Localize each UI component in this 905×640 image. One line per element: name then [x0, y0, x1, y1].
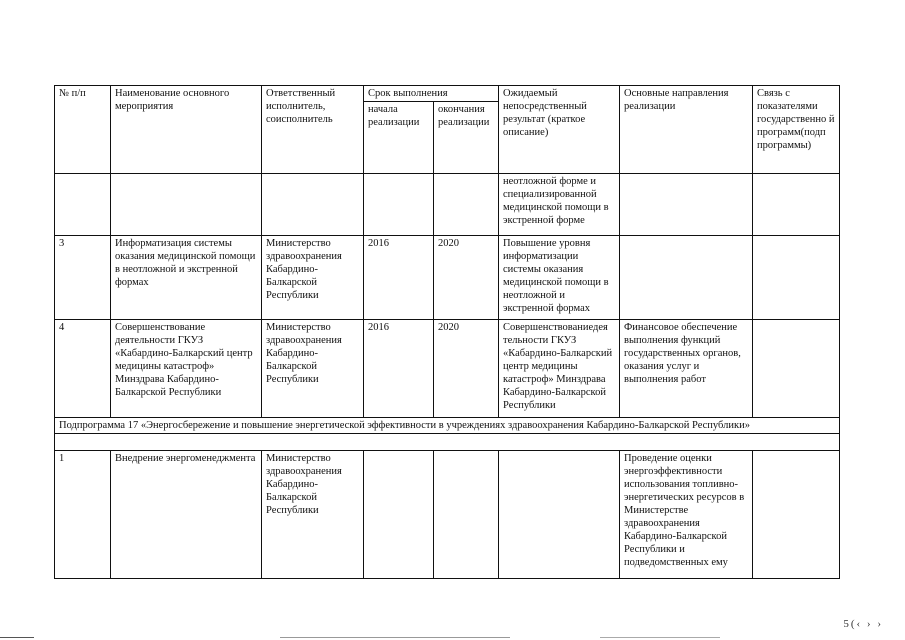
cell-responsible: Министерство здравоохранения Кабардино-Балкарской Республики: [262, 236, 364, 320]
cell-start: 2016: [364, 236, 434, 320]
header-name: Наименование основного мероприятия: [111, 86, 262, 174]
header-directions: Основные направления реализации: [620, 86, 753, 174]
header-start: начала реализации: [364, 102, 434, 174]
cell-link: [753, 451, 840, 579]
header-num: № п/п: [55, 86, 111, 174]
cell-start: [364, 451, 434, 579]
measures-table: [54, 85, 840, 579]
subprogram-title: Подпрограмма 17 «Энергосбережение и повышение энергетической эффективности в учреждениях здравоохранения Кабардино-Балкарской Республики»: [55, 418, 840, 434]
cell-result: Совершенствованиедея тельности ГКУЗ «Кабардино-Балкарский центр медицины катастроф» Минздрава Кабардино-Балкарской Республики: [499, 320, 620, 418]
header-end: окончания реализации: [434, 102, 499, 174]
cell-end: 2020: [434, 236, 499, 320]
header-responsible: Ответственный исполнитель, соисполнитель: [262, 86, 364, 174]
page-number-mark: 5(‹ › ›: [843, 618, 883, 630]
cell-result: неотложной форме и специализированной медицинской помощи в экстренной форме: [499, 174, 620, 236]
cell-directions: Проведение оценки энергоэффективности использования топливно-энергетических ресурсов в Министерстве здравоохранения Кабардино-Балкарской Республики и подведомственных ему: [620, 451, 753, 579]
cell-start: [364, 174, 434, 236]
cell-directions: Финансовое обеспечение выполнения функций государственных органов, оказания услуг и выполнения работ: [620, 320, 753, 418]
header-link: Связь с показателями государственно й программ(подп программы): [753, 86, 840, 174]
cell-end: 2020: [434, 320, 499, 418]
header-row: [55, 86, 840, 102]
cell-start: 2016: [364, 320, 434, 418]
cell-num: 4: [55, 320, 111, 418]
cell-num: 1: [55, 451, 111, 579]
cell-directions: [620, 236, 753, 320]
spacer-cell: [55, 434, 840, 451]
cell-num: 3: [55, 236, 111, 320]
header-term: Срок выполнения: [364, 86, 499, 102]
table-row: [55, 320, 840, 418]
cell-directions: [620, 174, 753, 236]
cell-name: Совершенствование деятельности ГКУЗ «Кабардино-Балкарский центр медицины катастроф» Минздрава Кабардино-Балкарской Республики: [111, 320, 262, 418]
cell-end: [434, 451, 499, 579]
spacer-row: [55, 434, 840, 451]
scan-artifact-line: [0, 637, 34, 638]
header-result: Ожидаемый непосредственный результат (краткое описание): [499, 86, 620, 174]
cell-responsible: [262, 174, 364, 236]
cell-name: [111, 174, 262, 236]
cell-link: [753, 236, 840, 320]
cell-result: [499, 451, 620, 579]
cell-responsible: Министерство здравоохранения Кабардино-Балкарской Республики: [262, 451, 364, 579]
cell-end: [434, 174, 499, 236]
cell-name: Информатизация системы оказания медицинской помощи в неотложной и экстренной формах: [111, 236, 262, 320]
cell-link: [753, 174, 840, 236]
cell-num: [55, 174, 111, 236]
table-row: [55, 451, 840, 579]
table-row: [55, 236, 840, 320]
cell-result: Повышение уровня информатизации системы оказания медицинской помощи в неотложной и экстренной формах: [499, 236, 620, 320]
scan-artifact-line: [600, 637, 720, 638]
cell-responsible: Министерство здравоохранения Кабардино-Балкарской Республики: [262, 320, 364, 418]
scan-artifact-line: [280, 637, 510, 638]
table-row: [55, 174, 840, 236]
cell-link: [753, 320, 840, 418]
subprogram-row: [55, 418, 840, 434]
cell-name: Внедрение энергоменеджмента: [111, 451, 262, 579]
